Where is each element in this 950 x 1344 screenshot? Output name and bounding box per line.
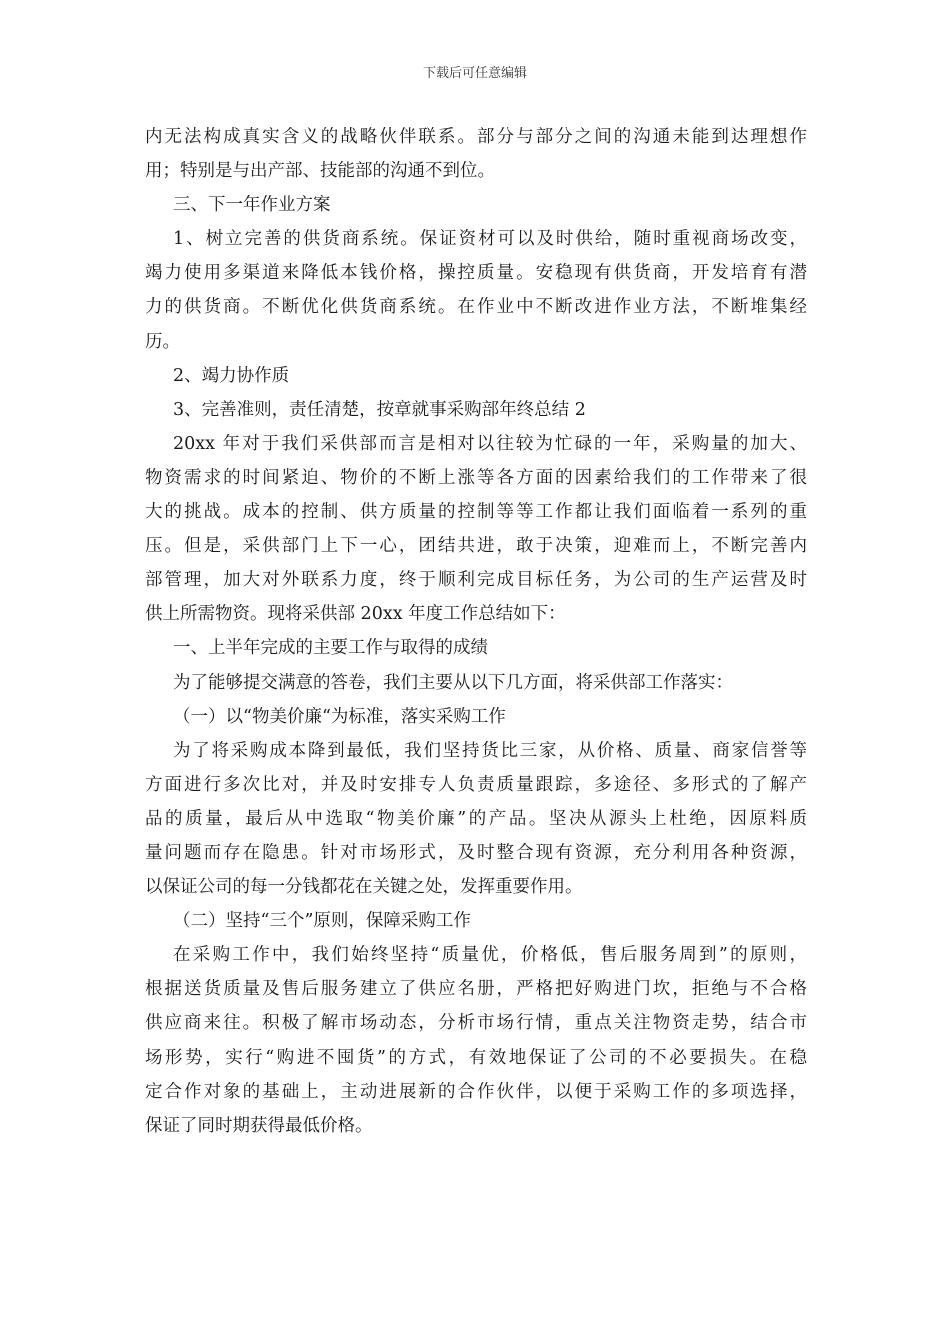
text-line: 在采购工作中，我们始终坚持“质量优，价格低，售后服务周到”的原则，: [173, 945, 807, 966]
text-line: 供应商来往。积极了解市场动态，分析市场行情，重点关注物资走势，结合市: [145, 1013, 807, 1034]
page-header: 下载后可任意编辑: [422, 66, 527, 81]
text-line: 大的挑战。成本的控制、供方质量的控制等等工作都让我们面临着一系列的重: [145, 502, 807, 523]
text-line: 竭力使用多渠道来降低本钱价格，操控质量。安稳现有供货商，开发培育有潜: [145, 263, 807, 284]
text-line: 物资需求的时间紧迫、物价的不断上涨等各方面的因素给我们的工作带来了很: [145, 467, 807, 488]
text-line: 内无法构成真实含义的战略伙伴联系。部分与部分之间的沟通未能到达理想作: [145, 127, 807, 147]
text-line: 方面进行多次比对，并及时安排专人负责质量跟踪，多途径、多形式的了解产: [145, 774, 807, 795]
text-line: 以保证公司的每一分钱都花在关键之处，发挥重要作用。: [145, 877, 583, 898]
text-line: 部管理，加大对外联系力度，终于顺利完成目标任务，为公司的生产运营及时: [145, 570, 807, 591]
text-line: （一）以“物美价廉“为标准，落实采购工作: [173, 706, 506, 727]
text-line: 定合作对象的基础上，主动进展新的合作伙伴，以便于采购工作的多项选择，: [145, 1081, 807, 1102]
text-line: 品的质量，最后从中选取“物美价廉”的产品。坚决从源头上杜绝，因原料质: [145, 808, 807, 829]
text-line: 1、树立完善的供货商系统。保证资材可以及时供给，随时重视商场改变，: [173, 229, 807, 250]
text-line: 量问题而存在隐患。针对市场形式，及时整合现有资源，充分利用各种资源，: [145, 842, 807, 863]
text-line: （二）坚持“三个”原则，保障采购工作: [173, 911, 471, 932]
text-line: 三、下一年作业方案: [173, 195, 331, 216]
text-line: 根据送货质量及售后服务建立了供应名册，严格把好购进门坎，拒绝与不合格: [145, 979, 807, 1000]
text-line: 历。: [145, 331, 180, 352]
text-line: 供上所需物资。现将采供部 20xx 年度工作总结如下：: [145, 604, 566, 625]
text-line: 力的供货商。不断优化供货商系统。在作业中不断改进作业方法，不断堆集经: [145, 297, 807, 318]
text-line: 为了将采购成本降到最低，我们坚持货比三家，从价格、质量、商家信誉等: [173, 740, 807, 761]
text-line: 场形势，实行“购进不囤货”的方式，有效地保证了公司的不必要损失。在稳: [145, 1047, 807, 1068]
text-line: 2、竭力协作质: [173, 365, 290, 386]
text-line: 3、完善准则，责任清楚，按章就事采购部年终总结 2: [173, 399, 586, 420]
document-body: [145, 120, 807, 1143]
text-line: 用；特别是与出产部、技能部的沟通不到位。: [145, 161, 495, 182]
text-line: 为了能够提交满意的答卷，我们主要从以下几方面，将采供部工作落实：: [173, 672, 733, 693]
text-line: 20xx 年对于我们采供部而言是相对以往较为忙碌的一年，采购量的加大、: [173, 433, 807, 454]
text-line: 压。但是，采供部门上下一心，团结共进，敢于决策，迎难而上，不断完善内: [145, 536, 807, 557]
text-line: 保证了同时期获得最低价格。: [145, 1115, 373, 1136]
text-line: 一、上半年完成的主要工作与取得的成绩: [173, 638, 488, 659]
